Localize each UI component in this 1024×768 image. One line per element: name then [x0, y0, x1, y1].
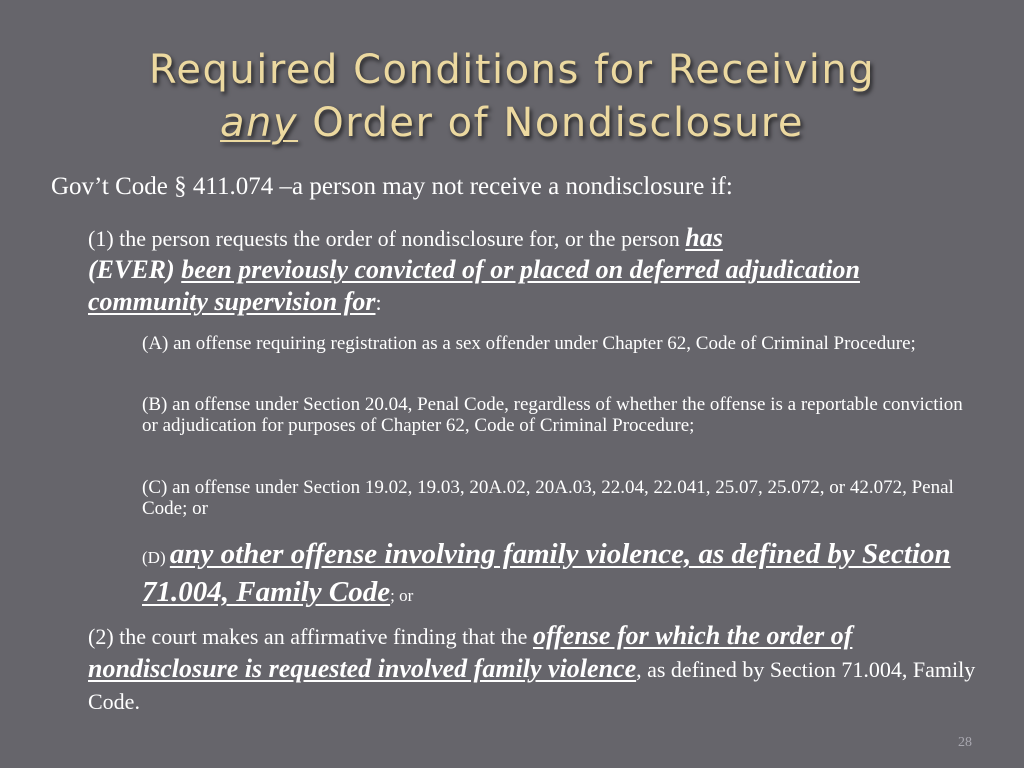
- sub-item-d-label: (D): [142, 548, 170, 567]
- condition-2-tail: , as defined by Section 71.004, Family Code.: [88, 657, 976, 714]
- condition-1-emphasis: been previously convicted of or placed on deferred adjudication community supervision for: [88, 255, 860, 316]
- intro-statute: Gov’t Code § 411.074 –a person may not receive a nondisclosure if:: [51, 173, 733, 200]
- condition-1: [88, 222, 978, 318]
- title-line-1: Required Conditions for Receiving: [148, 47, 876, 93]
- sub-item-a: (A) an offense requiring registration as a sex offender under Chapter 62, Code of Criminal Procedure;: [142, 333, 916, 354]
- sub-item-d: [142, 537, 972, 613]
- sub-item-b: (B) an offense under Section 20.04, Penal Code, regardless of whether the offense is a reportable conviction or adjudication for purposes of Chapter 62, Code of Criminal Procedure;: [142, 394, 963, 436]
- title-line-2: [40, 97, 984, 150]
- slide-title: [40, 44, 984, 150]
- title-emphasis-any: any: [220, 100, 299, 146]
- condition-1-has: has: [685, 223, 723, 252]
- condition-2-emphasis: offense for which the order of nondisclosure is requested involved family violence: [88, 621, 853, 683]
- condition-1-ever: (EVER): [88, 255, 182, 284]
- title-line-2-rest: Order of Nondisclosure: [298, 100, 804, 146]
- sub-item-d-tail: ; or: [390, 586, 414, 605]
- condition-2: [88, 620, 978, 718]
- condition-2-lead: (2) the court makes an affirmative finding that the: [88, 624, 533, 649]
- condition-1-tail: :: [375, 290, 382, 315]
- condition-1-lead: (1) the person requests the order of nondisclosure for, or the person: [88, 226, 686, 251]
- sub-item-d-emphasis: any other offense involving family violence, as defined by Section 71.004, Family Code: [142, 538, 951, 608]
- page-number: 28: [958, 735, 972, 750]
- sub-item-c: (C) an offense under Section 19.02, 19.03, 20A.02, 20A.03, 22.04, 22.041, 25.07, 25.072, or 42.072, Penal Code; or: [142, 477, 954, 519]
